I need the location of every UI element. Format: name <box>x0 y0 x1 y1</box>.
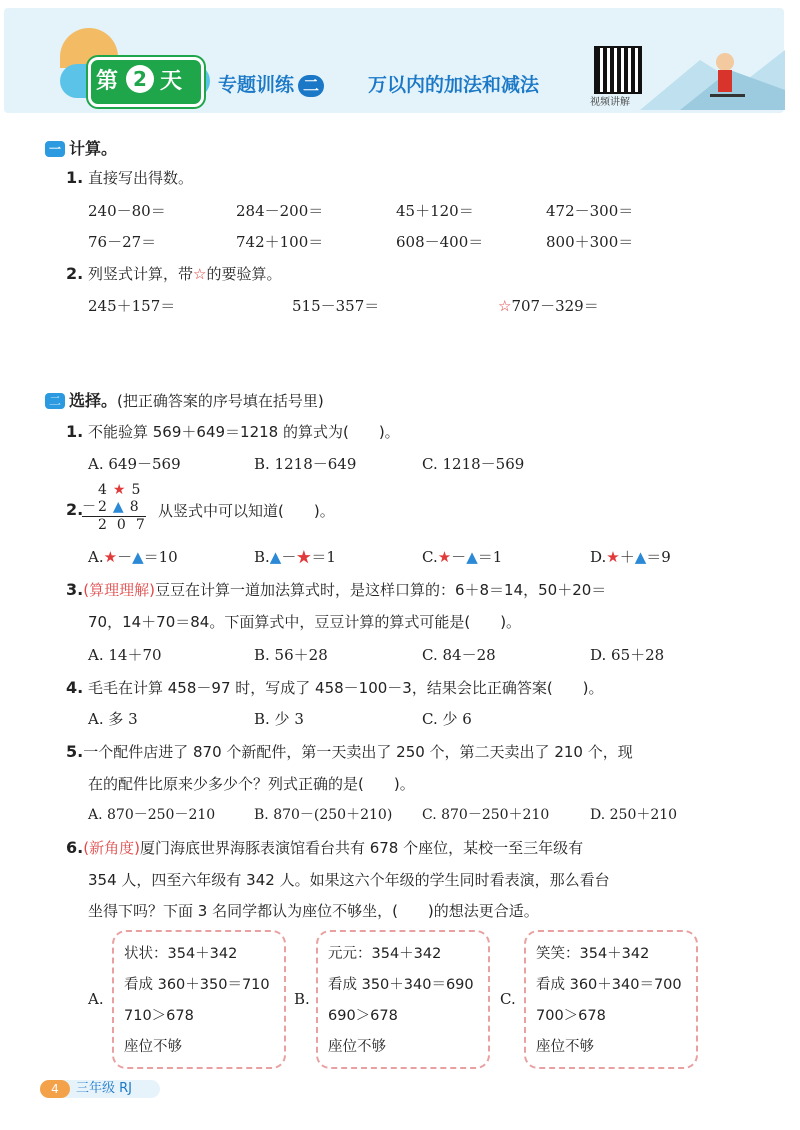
section1-title: 计算。 <box>69 139 118 158</box>
card-line: 看成 360＋350＝710 <box>124 977 270 993</box>
option-letter: B. <box>254 548 270 566</box>
answer-card-b[interactable] <box>316 930 490 1069</box>
s1-q1-text: 直接写出得数。 <box>88 169 194 187</box>
option-result: ＝9 <box>646 548 671 566</box>
s2-q6-line2: 354 人，四至六年级有 342 人。如果这六个年级的学生同时看表演，那么看台 <box>88 871 610 889</box>
s1-q2-number: 2. <box>66 264 84 283</box>
s2-q2-number: 2. <box>66 500 84 519</box>
digit: 7 <box>135 517 145 533</box>
digit: 2 <box>98 517 107 533</box>
s2-q3-option-a[interactable]: A. 14＋70 <box>88 646 162 664</box>
s2-q6-number: 6. <box>66 838 84 857</box>
calc-3: 45＋120＝ <box>396 202 474 220</box>
qr-code-icon[interactable] <box>594 46 642 94</box>
s2-q6-text-1: 厦门海底世界海豚表演馆看台共有 678 个座位，某校一至三年级有 <box>139 839 584 857</box>
s2-q4 <box>66 677 604 698</box>
s1-q2-text-a: 列竖式计算，带 <box>88 265 194 283</box>
answer-card-c[interactable] <box>524 930 698 1069</box>
calc-4: 472－300＝ <box>546 202 634 220</box>
card-line: 看成 350＋340＝690 <box>328 977 474 993</box>
s2-q5-option-c[interactable]: C. 870－250＋210 <box>422 807 550 823</box>
s2-q3-number: 3. <box>66 580 84 599</box>
s2-q1-text: 不能验算 569＋649＝1218 的算式为( )。 <box>88 423 400 441</box>
s2-q4-option-b[interactable]: B. 少 3 <box>254 710 304 728</box>
answer-card-a[interactable] <box>112 930 286 1069</box>
calc-5: 76－27＝ <box>88 233 157 251</box>
s2-q2-option-b[interactable] <box>254 546 336 567</box>
vertical-calc-1: 245＋157＝ <box>88 297 176 315</box>
option-letter: D. <box>590 548 607 566</box>
s2-q3-option-c[interactable]: C. 84－28 <box>422 646 496 664</box>
operator: ＋ <box>619 548 635 566</box>
star-icon: ★ <box>112 482 126 498</box>
s2-q4-option-a[interactable]: A. 多 3 <box>88 710 138 728</box>
s2-q4-number: 4. <box>66 678 84 697</box>
s2-q5-line1 <box>66 741 633 762</box>
card-line: 座位不够 <box>328 1039 386 1055</box>
day-number: 2 <box>126 65 154 93</box>
s2-q4-option-c[interactable]: C. 少 6 <box>422 710 472 728</box>
operator: － <box>281 548 297 566</box>
digit: 4 <box>98 482 107 498</box>
vertical-calc-3 <box>498 295 599 316</box>
option-result: ＝1 <box>477 548 503 566</box>
calc-1: 240－80＝ <box>88 202 166 220</box>
page-title: 万以内的加法和减法 <box>368 74 540 96</box>
star-icon: ★ <box>296 548 312 566</box>
day-prefix: 第 <box>96 69 119 94</box>
card-line: 700＞678 <box>536 1008 606 1024</box>
s1-q2 <box>66 263 281 284</box>
operator: － <box>451 548 467 566</box>
s2-q3-line2: 70，14＋70＝84。下面算式中，豆豆计算的算式可能是( )。 <box>88 613 522 631</box>
star-icon: ☆ <box>498 297 512 315</box>
s2-q5-option-b[interactable]: B. 870－(250＋210) <box>254 807 393 823</box>
s2-q5-text-1: 一个配件店进了 870 个新配件，第一天卖出了 250 个，第二天卖出了 210 个，现 <box>83 743 633 761</box>
card-line: 690＞678 <box>328 1008 398 1024</box>
s2-q5-option-a[interactable]: A. 870－250－210 <box>88 807 216 823</box>
s1-q2-text-b: 的要验算。 <box>206 265 282 283</box>
calc-8: 800＋300＝ <box>546 233 634 251</box>
day-suffix: 天 <box>160 69 183 94</box>
s1-q1 <box>66 167 193 188</box>
topic-number: 二 <box>298 75 324 97</box>
s2-q4-text: 毛毛在计算 458－97 时，写成了 458－100－3，结果会比正确答案( )。 <box>88 679 604 697</box>
s2-q1-number: 1. <box>66 422 84 441</box>
vertical-calc-3-text: 707－329＝ <box>511 297 599 315</box>
section2-badge: 二 <box>45 393 65 409</box>
s2-q3-text-1: 豆豆在计算一道加法算式时，是这样口算的：6＋8＝14，50＋20＝ <box>154 581 607 599</box>
triangle-icon: ▲ <box>132 548 144 566</box>
s1-q1-number: 1. <box>66 168 84 187</box>
card-b-letter[interactable]: B. <box>294 990 310 1008</box>
s2-q5-option-d[interactable]: D. 250＋210 <box>590 807 678 823</box>
s2-q1 <box>66 421 400 442</box>
card-c-letter[interactable]: C. <box>500 990 516 1008</box>
digit: 0 <box>116 517 126 533</box>
s2-q1-option-a[interactable]: A. 649－569 <box>88 455 181 473</box>
option-letter: C. <box>422 548 438 566</box>
section1-badge: 一 <box>45 141 65 157</box>
operator: － <box>117 548 133 566</box>
s2-q3-option-b[interactable]: B. 56＋28 <box>254 646 328 664</box>
calc-2: 284－200＝ <box>236 202 324 220</box>
skier-mountain-icon <box>640 30 785 110</box>
star-icon: ☆ <box>193 265 207 283</box>
vertical-subtraction <box>82 482 146 534</box>
topic-prefix: 专题训练 <box>218 74 295 96</box>
card-line: 笑笑：354＋342 <box>536 946 650 962</box>
option-result: ＝10 <box>143 548 178 566</box>
s2-q6-line3: 坐得下吗？下面 3 名同学都认为座位不够坐，( )的想法更合适。 <box>88 902 539 920</box>
section1-heading <box>45 136 117 159</box>
option-result: ＝1 <box>311 548 336 566</box>
s2-q2-option-d[interactable] <box>590 546 671 567</box>
digit: 5 <box>131 482 141 498</box>
card-a-letter[interactable]: A. <box>88 990 104 1008</box>
card-line: 状状：354＋342 <box>124 946 238 962</box>
triangle-icon: ▲ <box>466 548 478 566</box>
triangle-icon: ▲ <box>634 548 647 566</box>
qr-label: 视频讲解 <box>590 97 630 108</box>
card-line: 元元：354＋342 <box>328 946 442 962</box>
calc-6: 742＋100＝ <box>236 233 324 251</box>
calc-7: 608－400＝ <box>396 233 484 251</box>
s2-q3-line1 <box>66 579 606 600</box>
star-icon: ★ <box>606 548 620 566</box>
triangle-icon: ▲ <box>269 548 282 566</box>
s2-q5-line2: 在的配件比原来少多少个？列式正确的是( )。 <box>88 775 415 793</box>
star-icon: ★ <box>103 548 118 566</box>
star-icon: ★ <box>437 548 452 566</box>
s2-q2-text: 从竖式中可以知道( )。 <box>158 502 335 520</box>
vertical-calc-2: 515－357＝ <box>292 297 380 315</box>
section2-heading <box>45 388 324 411</box>
s2-q6-tag: (新角度) <box>83 839 140 857</box>
digit: 2 <box>98 499 107 515</box>
section2-title: 选择。 <box>69 391 118 410</box>
s2-q1-option-b[interactable]: B. 1218－649 <box>254 455 357 473</box>
triangle-icon: ▲ <box>112 499 124 515</box>
s2-q3-tag: (算理理解) <box>83 581 155 599</box>
grade-label: 三年级 RJ <box>76 1081 132 1096</box>
minus-sign: － <box>82 499 96 515</box>
page-number: 4 <box>40 1080 70 1098</box>
s2-q5-number: 5. <box>66 742 84 761</box>
section2-subtitle: (把正确答案的序号填在括号里) <box>117 392 324 410</box>
card-line: 710＞678 <box>124 1008 194 1024</box>
s2-q2-option-a[interactable] <box>88 546 178 567</box>
option-letter: A. <box>88 548 104 566</box>
s2-q2-option-c[interactable] <box>422 546 502 567</box>
digit: 8 <box>129 499 139 515</box>
card-line: 座位不够 <box>536 1039 594 1055</box>
s2-q6-line1 <box>66 837 583 858</box>
s2-q1-option-c[interactable]: C. 1218－569 <box>422 455 525 473</box>
card-line: 座位不够 <box>124 1039 182 1055</box>
topic-label <box>218 70 328 97</box>
s2-q3-option-d[interactable]: D. 65＋28 <box>590 646 665 664</box>
card-line: 看成 360＋340＝700 <box>536 977 682 993</box>
